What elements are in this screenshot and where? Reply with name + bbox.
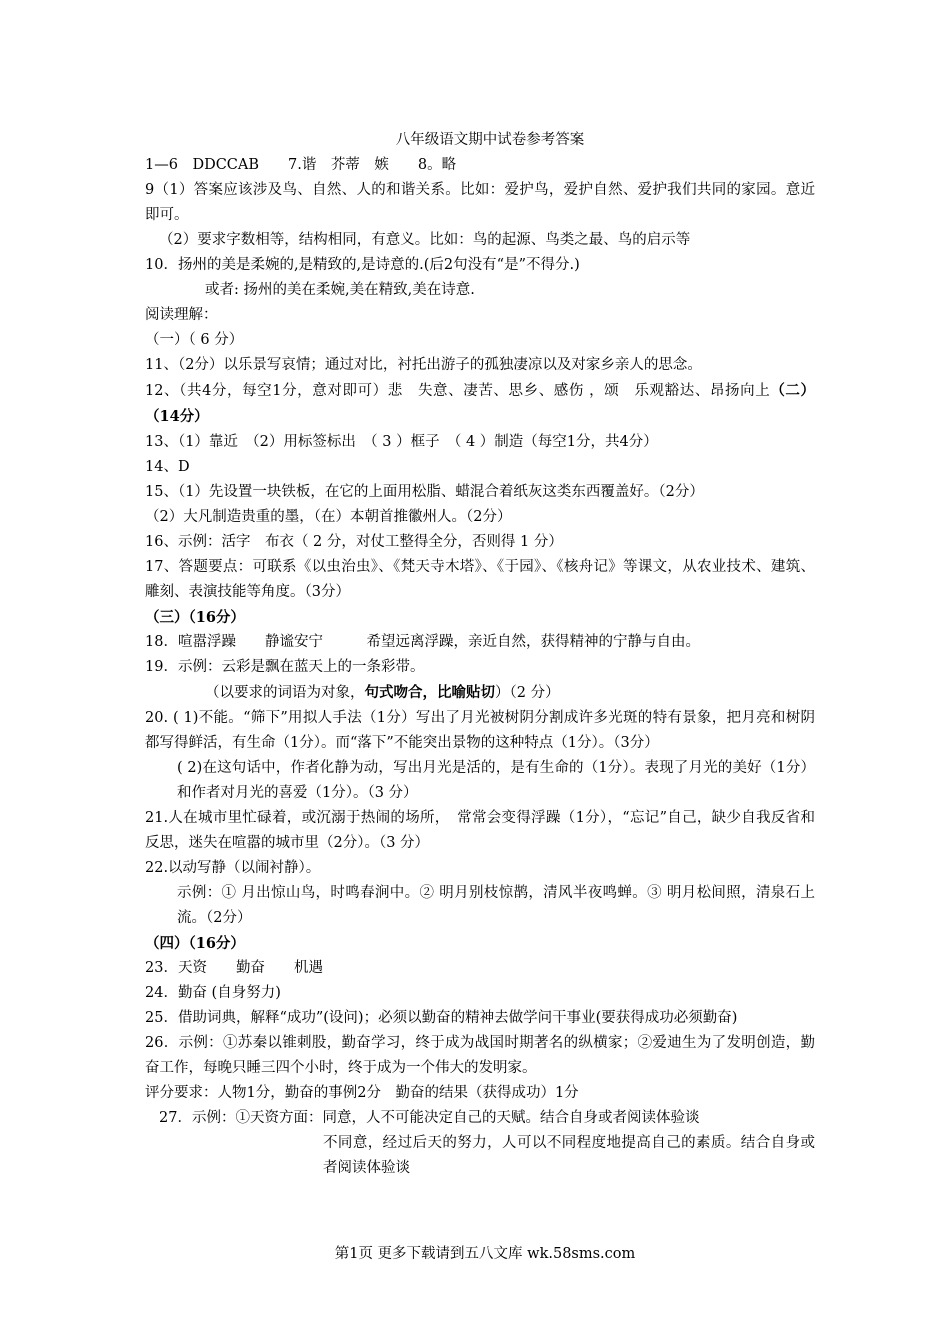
criteria-bold: 句式吻合，比喻贴切 — [364, 684, 495, 701]
answer-12 — [145, 378, 815, 430]
section-3-heading: （三）（16分） — [145, 609, 245, 626]
answer-23: 23．天资 勤奋 机遇 — [145, 960, 323, 976]
section-4-heading: （四）（16分） — [145, 935, 245, 952]
answer-15-2: （2）大凡制造贵重的墨，（在）本朝首推徽州人。（2分） — [145, 509, 512, 525]
answer-11: 11、（2分）以乐景写哀情；通过对比，衬托出游子的孤独凄凉以及对家乡亲人的思念。 — [145, 357, 702, 373]
answer-12-text: 12、（共4分，每空1分，意对即可）悲 失意、凄苦、思乡、感伤 ，颂 乐观豁达、昂扬向上 — [145, 383, 771, 399]
answer-15-1: 15、（1）先设置一块铁板，在它的上面用松脂、蜡混合着纸灰这类东西覆盖好。（2分） — [145, 484, 704, 500]
section-1-heading: （一）（ 6 分） — [145, 332, 244, 348]
answer-13: 13、（1）靠近 （2）用标签标出 （ 3 ）框子 （ 4 ）制造（每空1分，共4分） — [145, 434, 658, 450]
answer-20-1: 20. ( 1)不能。“筛下”用拟人手法（1分）写出了月光被树阴分割成许多光斑的特有景象，把月亮和树阴都写得鲜活，有生命（1分）。而“落下”不能突出景物的这种特点（1分）。（3分） — [145, 710, 815, 751]
section-2-heading: （二）（14分） — [145, 382, 816, 425]
page-title: 八年级语文期中试卷参考答案 — [395, 132, 585, 148]
criteria-prefix: （以要求的词语为对象， — [205, 685, 365, 701]
answer-27-disagree: 不同意，经过后天的努力，人可以不同程度地提高自己的素质。结合自身或者阅读体验谈 — [323, 1135, 815, 1176]
answer-16: 16、示例：活字 布衣（ 2 分，对仗工整得全分，否则得 1 分） — [145, 534, 563, 550]
answer-document — [145, 128, 815, 1181]
answer-21: 21.人在城市里忙碌着，或沉溺于热闹的场所， 常常会变得浮躁（1分），“忘记”自己，缺少自我反省和反思，迷失在喧嚣的城市里（2分）。（3 分） — [145, 810, 815, 851]
answer-9-1: 9（1）答案应该涉及鸟、自然、人的和谐关系。比如：爱护鸟，爱护自然、爱护我们共同的家园。意近即可。 — [145, 182, 815, 223]
answer-9-2: （2）要求字数相等，结构相同，有意义。比如：鸟的起源、鸟类之最、鸟的启示等 — [159, 232, 691, 248]
answer-17: 17、答题要点：可联系《以虫治虫》、《梵天寺木塔》、《于园》、《核舟记》等课文，从农业技术、建筑、雕刻、表演技能等角度。（3分） — [145, 559, 815, 600]
answer-27-agree: 27．示例：①天资方面：同意，人不可能决定自己的天赋。结合自身或者阅读体验谈 — [159, 1110, 700, 1126]
answer-19-criteria — [145, 680, 815, 706]
answer-20-2: ( 2)在这句话中，作者化静为动，写出月光是活的，是有生命的（1分）。表现了月光的美好（1分）和作者对月光的喜爱（1分）。（3 分） — [177, 760, 815, 801]
answer-10: 10．扬州的美是柔婉的,是精致的,是诗意的.(后2句没有“是”不得分.) — [145, 257, 580, 273]
answer-26-scoring: 评分要求：人物1分，勤奋的事例2分 勤奋的结果（获得成功）1分 — [145, 1085, 579, 1101]
criteria-suffix: ）（2 分） — [495, 685, 560, 701]
answer-25: 25．借助词典，解释“成功”(设问)；必须以勤奋的精神去做学问干事业(要获得成功必须勤奋) — [145, 1010, 738, 1026]
answer-22: 22.以动写静（以闹衬静）。 — [145, 860, 321, 876]
answer-26: 26．示例：①苏秦以锥刺股，勤奋学习，终于成为战国时期著名的纵横家；②爱迪生为了发明创造，勤奋工作，每晚只睡三四个小时，终于成为一个伟大的发明家。 — [145, 1035, 815, 1076]
answer-24: 24．勤奋 (自身努力) — [145, 985, 281, 1001]
page-footer: 第1页 更多下载请到五八文库 wk.58sms.com — [334, 1246, 636, 1262]
answer-1-8: 1—6 DDCCAB 7.谐 芥蒂 嫉 8。略 — [145, 157, 457, 173]
answer-18: 18．喧嚣浮躁 静谧安宁 希望远离浮躁，亲近自然，获得精神的宁静与自由。 — [145, 634, 700, 650]
answer-10-alt: 或者: 扬州的美在柔婉,美在精致,美在诗意. — [205, 282, 475, 298]
answer-19: 19．示例：云彩是飘在蓝天上的一条彩带。 — [145, 659, 425, 675]
answer-22-example: 示例：① 月出惊山鸟，时鸣春涧中。② 明月别枝惊鹊，清风半夜鸣蝉。③ 明月松间照，清泉石上流。（2分） — [177, 885, 815, 926]
section-reading: 阅读理解： — [145, 307, 218, 323]
answer-14: 14、D — [145, 459, 190, 475]
